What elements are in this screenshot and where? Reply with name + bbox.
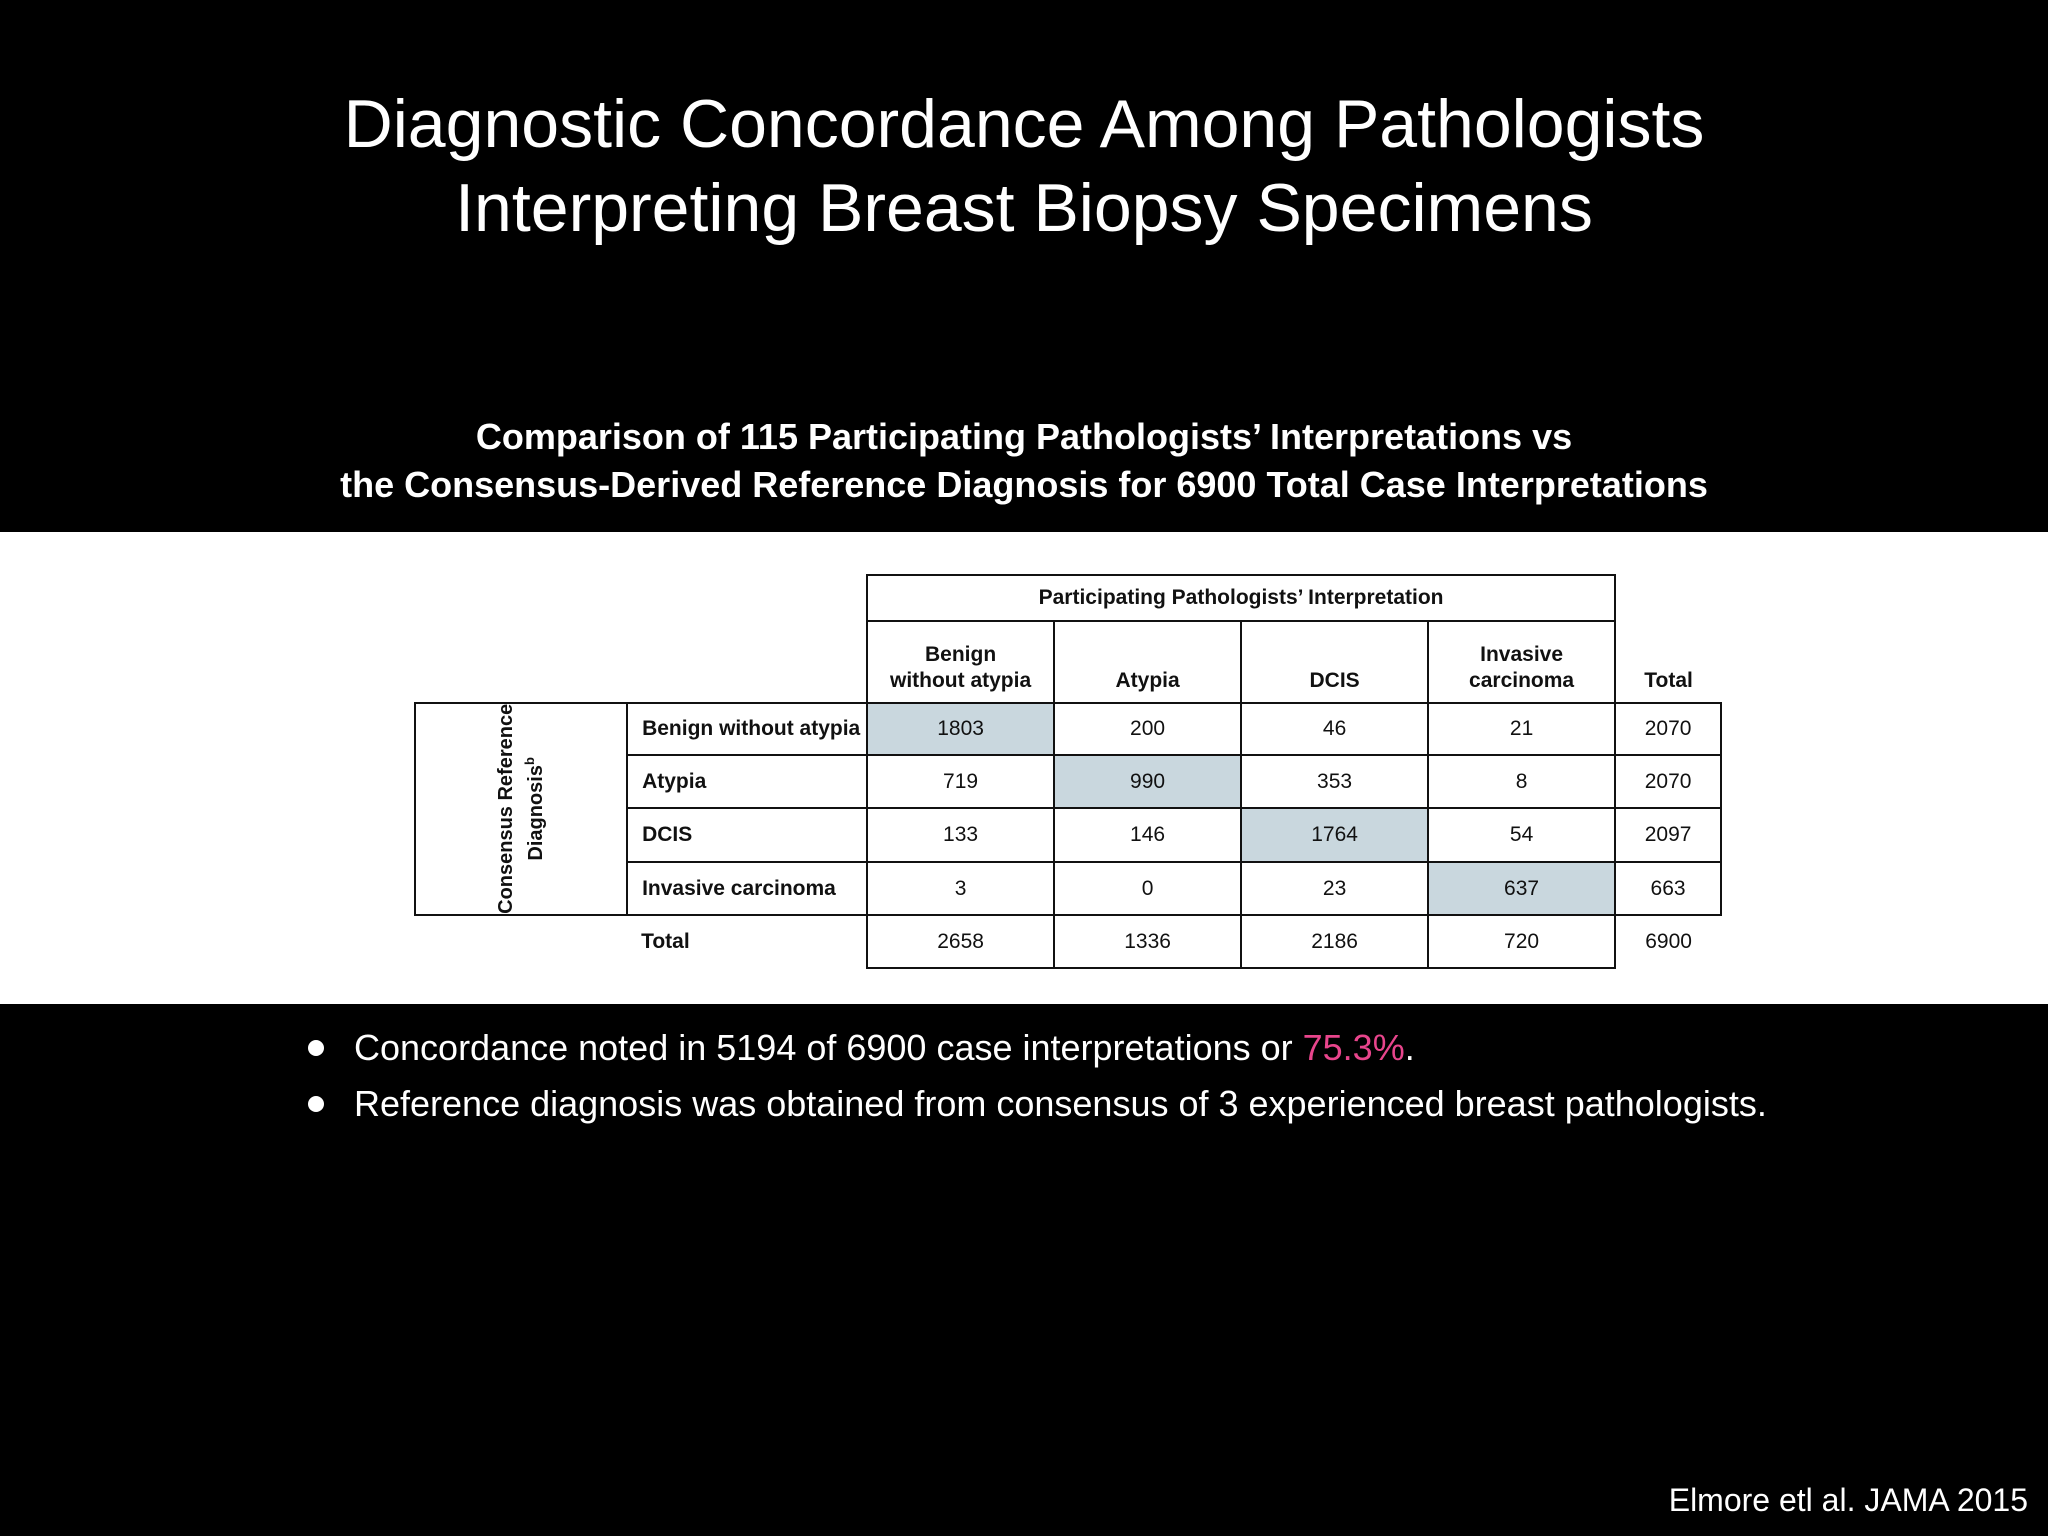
bullet-text: Reference diagnosis was obtained from consensus of 3 experienced breast pathologists. xyxy=(354,1083,1767,1124)
grand-total-cell: 6900 xyxy=(1615,915,1721,968)
table-cell: 8 xyxy=(1428,755,1615,808)
table-column-header-row xyxy=(415,621,1721,703)
col-header-atypia: Atypia xyxy=(1054,621,1241,703)
bullet-item-reference xyxy=(300,1076,2000,1132)
slide-title xyxy=(0,82,2048,250)
row-label-atypia: Atypia xyxy=(627,755,867,808)
row-total-cell: 663 xyxy=(1615,862,1721,915)
row-total-cell: 2070 xyxy=(1615,755,1721,808)
table-row xyxy=(415,703,1721,755)
column-total-cell: 1336 xyxy=(1054,915,1241,968)
table-cell: 200 xyxy=(1054,703,1241,755)
slide-title-line-2: Interpreting Breast Biopsy Specimens xyxy=(455,170,1593,246)
table-cell: 990 xyxy=(1054,755,1241,808)
table-cell: 1764 xyxy=(1241,808,1428,862)
row-label-invasive: Invasive carcinoma xyxy=(627,862,867,915)
table-caption-line-1: Comparison of 115 Participating Pathologists’ Interpretations vs xyxy=(475,416,1573,457)
column-total-cell: 720 xyxy=(1428,915,1615,968)
col-header-invasive-line-2: carcinoma xyxy=(1469,669,1575,692)
col-header-dcis: DCIS xyxy=(1241,621,1428,703)
table-cell: 54 xyxy=(1428,808,1615,862)
col-header-benign-line-2: without atypia xyxy=(889,669,1032,692)
table-cell: 23 xyxy=(1241,862,1428,915)
table-cell: 353 xyxy=(1241,755,1428,808)
bullet-dot-icon xyxy=(308,1096,324,1112)
concordance-table xyxy=(414,574,1722,969)
table-cell: 3 xyxy=(867,862,1054,915)
interpretation-group-header: Participating Pathologists’ Interpretation xyxy=(867,575,1615,621)
slide-title-line-1: Diagnostic Concordance Among Pathologists xyxy=(343,86,1705,162)
table-cell: 46 xyxy=(1241,703,1428,755)
table-cell: 719 xyxy=(867,755,1054,808)
table-group-header-row xyxy=(415,575,1721,621)
bullet-text-prefix: Concordance noted in 5194 of 6900 case interpretations or xyxy=(354,1027,1303,1068)
row-label-total: Total xyxy=(641,930,690,953)
col-header-benign xyxy=(867,621,1054,703)
table-panel xyxy=(0,532,2048,1004)
table-caption xyxy=(0,413,2048,509)
col-header-benign-line-1: Benign xyxy=(924,643,997,666)
bullet-list xyxy=(300,1020,2000,1132)
table-cell: 1803 xyxy=(867,703,1054,755)
table-cell: 133 xyxy=(867,808,1054,862)
row-axis-label xyxy=(415,703,627,915)
row-total-cell: 2097 xyxy=(1615,808,1721,862)
citation: Elmore etl al. JAMA 2015 xyxy=(1668,1482,2028,1518)
table-cell: 0 xyxy=(1054,862,1241,915)
row-label-benign: Benign without atypia xyxy=(627,703,867,755)
row-label-dcis: DCIS xyxy=(627,808,867,862)
col-header-invasive-line-1: Invasive xyxy=(1480,643,1564,666)
table-totals-row xyxy=(415,915,1721,968)
row-axis-label-text: Consensus Reference Diagnosis$^b$ xyxy=(495,703,547,915)
table-cell: 21 xyxy=(1428,703,1615,755)
column-total-cell: 2658 xyxy=(867,915,1054,968)
row-total-cell: 2070 xyxy=(1615,703,1721,755)
table-cell: 637 xyxy=(1428,862,1615,915)
table-caption-line-2: the Consensus-Derived Reference Diagnosis for 6900 Total Case Interpretations xyxy=(340,464,1708,505)
table-cell: 146 xyxy=(1054,808,1241,862)
col-header-total: Total xyxy=(1615,621,1721,703)
column-total-cell: 2186 xyxy=(1241,915,1428,968)
bullet-item-concordance xyxy=(300,1020,2000,1076)
concordance-percentage: 75.3% xyxy=(1302,1027,1405,1068)
bullet-text-suffix: . xyxy=(1404,1027,1415,1068)
col-header-invasive xyxy=(1428,621,1615,703)
bullet-dot-icon xyxy=(308,1040,324,1056)
